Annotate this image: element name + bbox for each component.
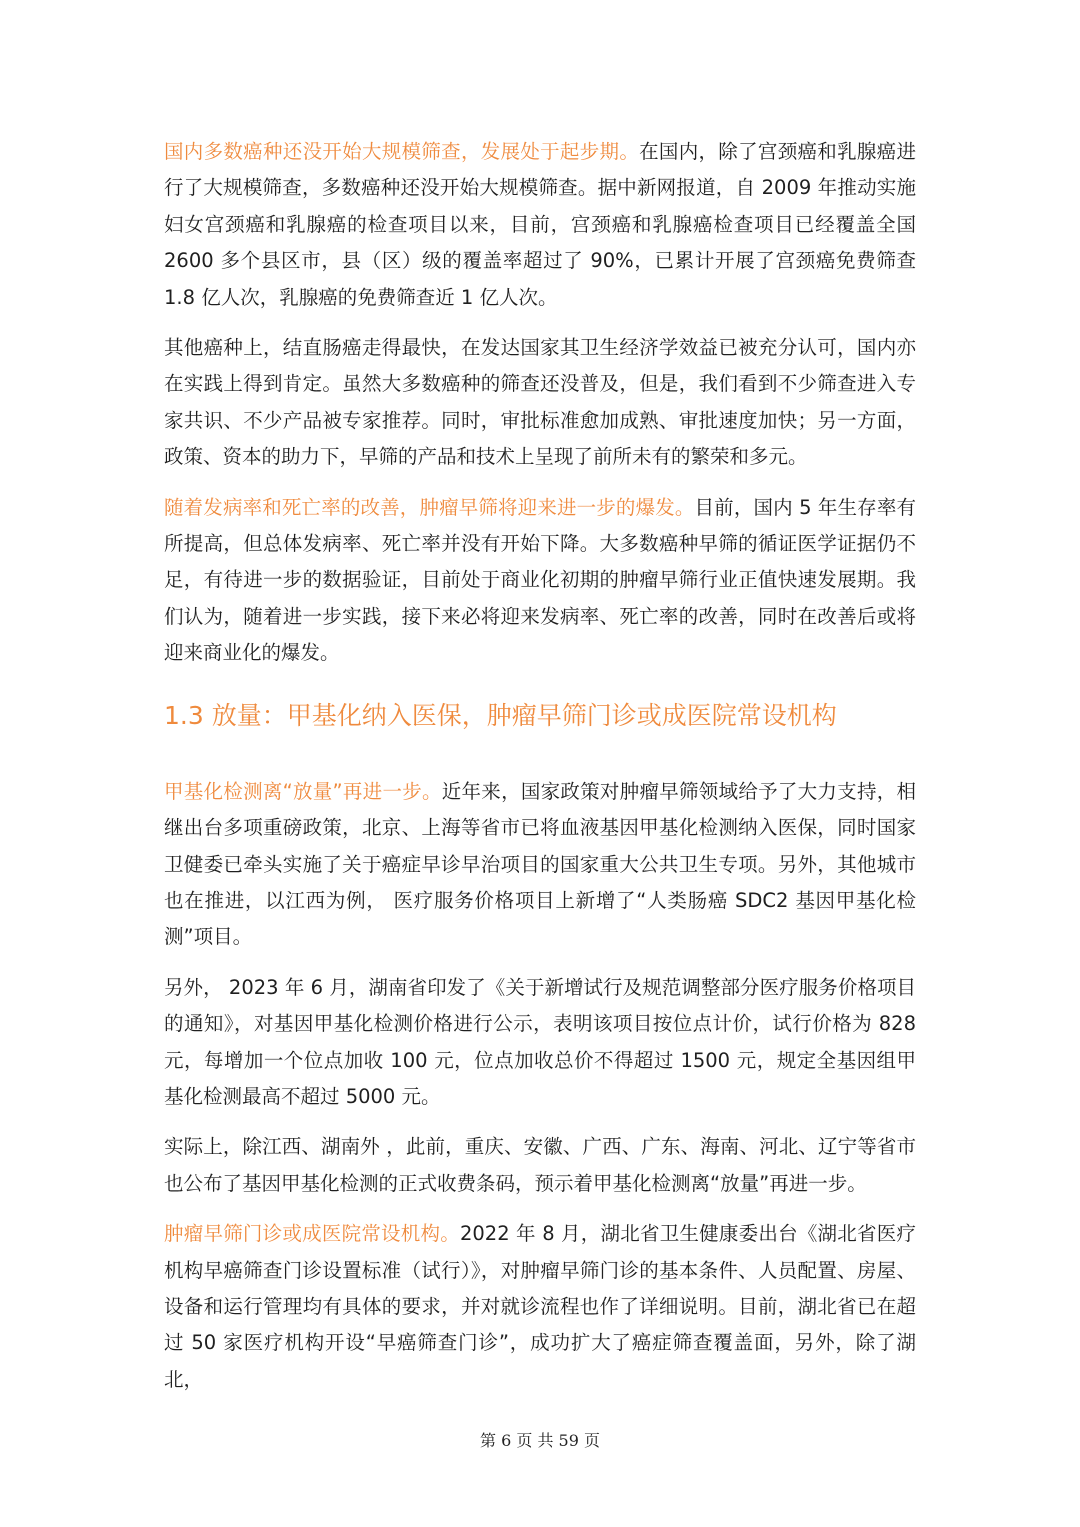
paragraph-text: 近年来，国家政策对肿瘤早筛领域给予了大力支持，相继出台多项重磅政策，北京、上海等省市已将血液基因甲基化检测纳入医保，同时国家卫健委已牵头实施了关于癌症早诊早治项目的国家重大公共卫生专项。另外，其他城市也在推进，以江西为例， 医疗服务价格项目上新增了“人类肠癌 SDC2 基因甲基化检测”项目。 (164, 779, 916, 949)
paragraph-text: 在国内，除了宫颈癌和乳腺癌进行了大规模筛查，多数癌种还没开始大规模筛查。据中新网报道，自 2009 年推动实施妇女宫颈癌和乳腺癌的检查项目以来，目前，宫颈癌和乳腺癌检查项目已经覆盖全国 2600 多个县区市，县（区）级的覆盖率超过了 90%，已累计开展了宫颈癌免费筛查 1.8 亿人次，乳腺癌的免费筛查近 1 亿人次。 (164, 140, 916, 309)
highlight-lead: 国内多数癌种还没开始大规模筛查，发展处于起步期。 (164, 140, 640, 163)
section-heading: 1.3 放量：甲基化纳入医保，肿瘤早筛门诊或成医院常设机构 (164, 700, 837, 730)
paragraph-text: 另外， 2023 年 6 月，湖南省印发了《关于新增试行及规范调整部分医疗服务价格项目的通知》，对基因甲基化检测价格进行公示，表明该项目按位点计价，试行价格为 828 元，每增加一个位点加收 100 元，位点加收总价不得超过 1500 元，规定全基因组甲基化检测最高不超过 5000 元。 (164, 975, 916, 1108)
page-number-footer: 第 6 页 共 59 页 (480, 1431, 600, 1450)
highlight-lead: 随着发病率和死亡率的改善，肿瘤早筛将迎来进一步的爆发。 (164, 495, 695, 519)
paragraph-other-provinces (164, 1129, 916, 1202)
paragraph-outbreak (164, 490, 916, 672)
paragraph-text: 实际上，除江西、湖南外 ，此前，重庆、安徽、广西、广东、海南、河北、辽宁等省市也公布了基因甲基化检测的正式收费条码，预示着甲基化检测离“放量”再进一步。 (164, 1135, 916, 1195)
highlight-lead: 甲基化检测离“放量”再进一步。 (164, 779, 442, 803)
document-body (164, 134, 916, 1412)
paragraph-text: 2022 年 8 月，湖北省卫生健康委出台《湖北省医疗机构早癌筛查门诊设置标准（试行）》，对肿瘤早筛门诊的基本条件、人员配置、房屋、设备和运行管理均有具体的要求，并对就诊流程也作了详细说明。目前，湖北省已在超过 50 家医疗机构开设“早癌筛查门诊”，成功扩大了癌症筛查覆盖面，另外，除了湖北， (164, 1222, 916, 1391)
paragraph-text: 目前，国内 5 年生存率有所提高，但总体发病率、死亡率并没有开始下降。大多数癌种早筛的循证医学证据仍不足，有待进一步的数据验证，目前处于商业化初期的肿瘤早筛行业正值快速发展期。我们认为，随着进一步实践，接下来必将迎来发病率、死亡率的改善，同时在改善后或将迎来商业化的爆发。 (164, 495, 916, 665)
highlight-lead: 肿瘤早筛门诊或成医院常设机构。 (164, 1222, 460, 1246)
paragraph-clinic (164, 1216, 916, 1398)
paragraph-text: 其他癌种上，结直肠癌走得最快，在发达国家其卫生经济学效益已被充分认可，国内亦在实践上得到肯定。虽然大多数癌种的筛查还没普及，但是，我们看到不少筛查进入专家共识、不少产品被专家推荐。同时，审批标准愈加成熟、审批速度加快；另一方面，政策、资本的助力下，早筛的产品和技术上呈现了前所未有的繁荣和多元。 (164, 336, 916, 469)
paragraph-methylation (164, 774, 916, 956)
paragraph-early-stage (164, 134, 916, 316)
paragraph-other-cancers (164, 330, 916, 476)
paragraph-hunan (164, 970, 916, 1116)
